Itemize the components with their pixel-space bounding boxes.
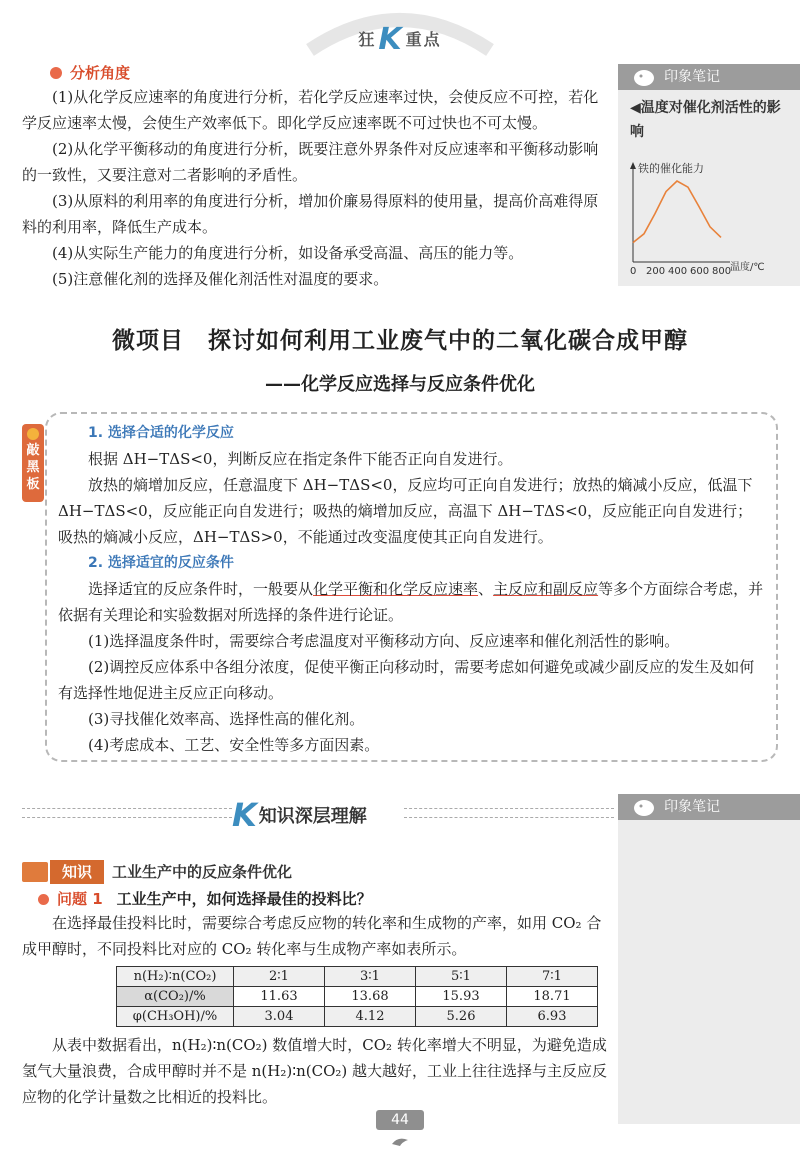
table-cell: 13.68 [325,987,416,1007]
sidebar-note-top [618,64,800,286]
table-row-header: φ(CH₃OH)/% [117,1007,234,1027]
box-list-item: (2)调控反应体系中各组分浓度，促使平衡正向移动时，需要考虑如何避免或减少副反应的发生及如何有选择性地促进主反应正向移动。 [58,658,755,702]
note-tab: 印象笔记 [618,64,800,90]
box-list-item: (4)考虑成本、工艺、安全性等多方面因素。 [88,736,380,754]
analysis-list [22,84,612,292]
box-paragraph: 放热的熵增加反应，任意温度下 ΔH−TΔS<0，反应均可正向自发进行；放热的熵减小反应，低温下 ΔH−TΔS<0，反应能正向自发进行；吸热的熵增加反应，高温下 ΔH−TΔS<0，反应能正向自发进行；吸热的熵减小反应，ΔH−TΔS>0，不能通过改变温度使其正向自发进行。 [58,476,753,546]
x-tick-label: 800 [712,266,732,274]
project-title: 微项目 探讨如何利用工业废气中的二氧化碳合成甲醇 [112,327,688,354]
box-heading-1: 1. 选择合适的化学反应 [88,425,234,441]
table-row-header: n(H₂)∶n(CO₂) [117,967,234,987]
note-title: ◀温度对催化剂活性的影响 [630,100,781,140]
analysis-item: (5)注意催化剂的选择及催化剂活性对温度的要求。 [52,270,389,288]
box-paragraph: 根据 ΔH−TΔS<0，判断反应在指定条件下能否正向自发进行。 [88,450,513,468]
knowledge-intro-block [22,910,612,962]
table-cell: 4.12 [325,1007,416,1027]
table-cell: 2∶1 [234,967,325,987]
analysis-item: (2)从化学平衡移动的角度进行分析，既要注意外界条件对反应速率和平衡移动影响的一致性，又要注意对二者影响的矛盾性。 [22,140,599,184]
x-tick-label: 0 [630,266,637,274]
ratio-table [116,966,598,1027]
k-logo-icon: K [232,796,257,834]
bullet-icon [50,67,62,79]
dot-icon [27,428,39,440]
k-logo-icon: K [378,22,404,57]
y-axis-label: 铁的催化能力 [638,162,704,175]
project-subtitle: ——化学反应选择与反应条件优化 [265,374,535,395]
knowledge-tag: 知识 [50,860,104,884]
table-cell: 6.93 [507,1007,598,1027]
x-axis-label: 温度/℃ [730,262,765,273]
page-header [0,0,800,56]
box-list-item: (3)寻找催化效率高、选择性高的催化剂。 [88,710,365,728]
page-number: 44 [376,1110,424,1130]
table-cell: 7∶1 [507,967,598,987]
book-icon [22,862,48,882]
catalyst-curve [633,181,721,243]
underlined-text: 主反应和副反应 [493,580,599,598]
table-cell: 5.26 [416,1007,507,1027]
table-row-header: α(CO₂)/% [117,987,234,1007]
table-cell: 3.04 [234,1007,325,1027]
knowledge-title: 工业生产中的反应条件优化 [112,863,293,881]
knock-board-content [58,420,764,758]
knowledge-conclusion: 从表中数据看出，n(H₂)∶n(CO₂) 数值增大时，CO₂ 转化率增大不明显，为避免造成氢气大量浪费，合成甲醇时并不是 n(H₂)∶n(CO₂) 越大越好，工业上往往选择与主反应反应物的化学计量数之比相近的投料比。 [22,1036,608,1106]
analysis-item: (4)从实际生产能力的角度进行分析，如设备承受高温、高压的能力等。 [52,244,524,262]
box-paragraph: 选择适宜的反应条件时，一般要从化学平衡和化学反应速率、主反应和副反应等多个方面综合考虑，并依据有关理论和实验数据对所选择的条件进行论证。 [58,580,764,624]
header-title: 狂K 重点 [358,22,442,57]
question-line: 问题 1 工业生产中，如何选择最佳的投料比？ [38,888,608,910]
analysis-heading: 分析角度 [50,62,130,83]
x-tick-label: 400 [668,266,688,274]
knock-board-tab: 敲黑板 [22,424,44,502]
x-tick-label: 600 [690,266,710,274]
catalyst-chart [618,144,800,274]
bullet-icon [38,894,49,905]
table-cell: 15.93 [416,987,507,1007]
analysis-item: (3)从原料的利用率的角度进行分析，增加价廉易得原料的使用量，提高价高难得原料的利用率，降低生产成本。 [22,192,599,236]
knowledge-conclusion-block [22,1032,612,1110]
table-cell: 3∶1 [325,967,416,987]
note-tab: 印象笔记 [618,794,800,820]
deep-title: K知识深层理解 [232,796,367,834]
table-cell: 18.71 [507,987,598,1007]
box-heading-2: 2. 选择适宜的反应条件 [88,555,234,571]
sidebar-note-bottom [618,794,800,1124]
table-cell: 11.63 [234,987,325,1007]
elephant-icon [630,797,658,817]
bird-icon [390,1134,410,1148]
underlined-text: 化学平衡和化学反应速率 [313,580,479,598]
x-tick-label: 200 [646,266,666,274]
elephant-icon [630,67,658,87]
box-list-item: (1)选择温度条件时，需要综合考虑温度对平衡移动方向、反应速率和催化剂活性的影响。 [88,632,680,650]
table-cell: 5∶1 [416,967,507,987]
y-axis-arrow-icon [630,162,636,169]
x-tick-labels [630,266,731,274]
knowledge-intro: 在选择最佳投料比时，需要综合考虑反应物的转化率和生成物的产率，如用 CO₂ 合成甲醇时，不同投料比对应的 CO₂ 转化率与生成物产率如表所示。 [22,914,602,958]
analysis-item: (1)从化学反应速率的角度进行分析，若化学反应速率过快，会使反应不可控，若化学反应速率太慢，会使生产效率低下。即化学反应速率既不可过快也不可太慢。 [22,88,599,132]
